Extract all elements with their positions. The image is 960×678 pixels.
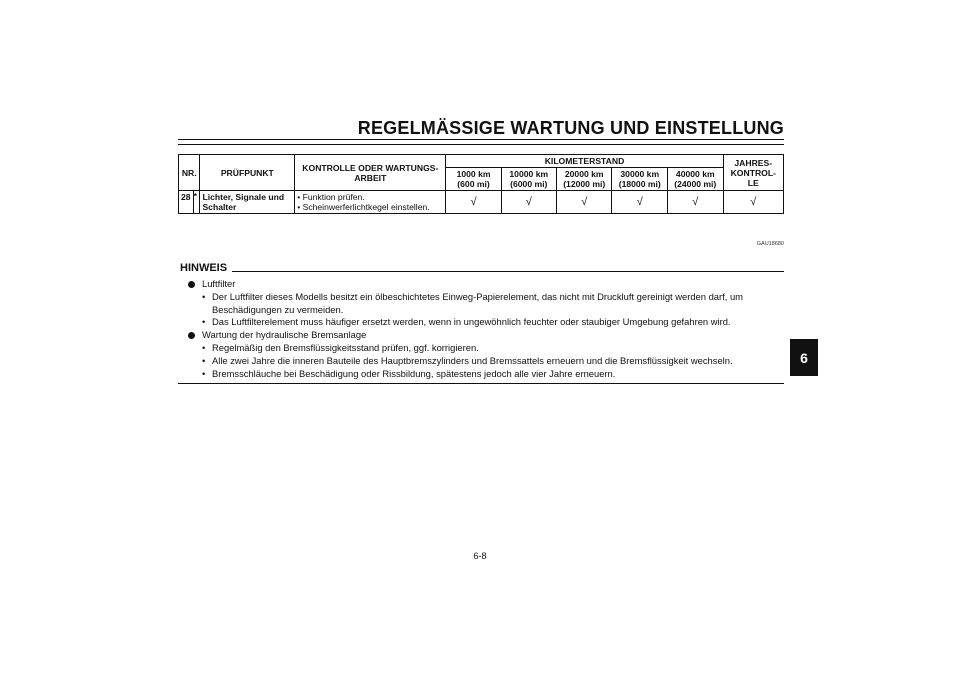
check-mark-4: √ (612, 191, 668, 214)
maintenance-table (178, 154, 784, 214)
header-km-5: 40000 km (24000 mi) (668, 168, 724, 191)
bullet-dot-icon (188, 281, 195, 288)
note-item-air-filter (188, 278, 784, 291)
bullet-icon: • (202, 290, 206, 302)
row-number: 28 (179, 191, 194, 214)
note-rule-top (232, 271, 784, 272)
note-sub-text: Der Luftfilter dieses Modells besitzt ein ölbeschichtetes Einweg-Papierelement, das nicht mit Druckluft gereinigt werden darf, um Beschädigungen zu vermeiden. (212, 290, 743, 315)
bullet-icon: • (202, 367, 206, 379)
row-check-2: • Scheinwerferlichtkegel einstellen. (297, 202, 430, 212)
note-sub-item (188, 368, 784, 381)
check-mark-2: √ (501, 191, 556, 214)
note-sub-text: Das Luftfilterelement muss häufiger ersetzt werden, wenn in ungewöhnlich feuchter oder staubiger Umgebung gefahren wird. (212, 316, 731, 328)
check-mark-3: √ (556, 191, 612, 214)
header-annual: JAHRES-KONTROL-LE (723, 155, 783, 191)
table-row (179, 191, 784, 214)
header-nr: NR. (179, 155, 200, 191)
check-mark-1: √ (446, 191, 501, 214)
note-sub-text: Bremsschläuche bei Beschädigung oder Rissbildung, spätestens jedoch alle vier Jahre erneuern. (212, 367, 616, 379)
row-item: Lichter, Signale und Schalter (200, 191, 295, 214)
header-odometer: KILOMETERSTAND (446, 155, 723, 168)
note-sub-item (188, 291, 784, 317)
check-mark-annual: √ (723, 191, 783, 214)
bullet-icon: • (202, 354, 206, 366)
note-item-title: Wartung der hydraulische Bremsanlage (202, 329, 367, 341)
header-km-3: 20000 km (12000 mi) (556, 168, 612, 191)
bullet-icon: • (202, 316, 206, 328)
row-star: * (193, 191, 200, 214)
note-item-brake-system (188, 329, 784, 342)
note-sub-item (188, 342, 784, 355)
note-rule-bottom (178, 383, 784, 384)
header-item: PRÜFPUNKT (200, 155, 295, 191)
row-checks (295, 191, 446, 214)
row-check-1: • Funktion prüfen. (297, 192, 365, 202)
note-list (188, 278, 784, 380)
header-km-1: 1000 km (600 mi) (446, 168, 501, 191)
bullet-icon: • (202, 341, 206, 353)
chapter-tab[interactable]: 6 (790, 339, 818, 376)
note-sub-item (188, 316, 784, 329)
note-sub-text: Alle zwei Jahre die inneren Bauteile des Hauptbremszylinders und Bremssattels erneuern und die Bremsflüssigkeit wechseln. (212, 354, 733, 366)
note-sub-item (188, 355, 784, 368)
title-rule-thin (178, 144, 784, 145)
check-mark-5: √ (668, 191, 724, 214)
note-item-title: Luftfilter (202, 278, 236, 289)
title-rule-thick (178, 139, 784, 140)
header-km-4: 30000 km (18000 mi) (612, 168, 668, 191)
header-check: KONTROLLE ODER WARTUNGS-ARBEIT (295, 155, 446, 191)
page-title: REGELMÄSSIGE WARTUNG UND EINSTELLUNG (357, 118, 784, 138)
bullet-dot-icon (188, 332, 195, 339)
header-km-2: 10000 km (6000 mi) (501, 168, 556, 191)
page-number: 6-8 (473, 551, 487, 561)
note-sub-text: Regelmäßig den Bremsflüssigkeitsstand prüfen, ggf. korrigieren. (212, 341, 479, 353)
note-heading: HINWEIS (180, 262, 228, 274)
reference-code: GAU18680 (756, 241, 784, 247)
